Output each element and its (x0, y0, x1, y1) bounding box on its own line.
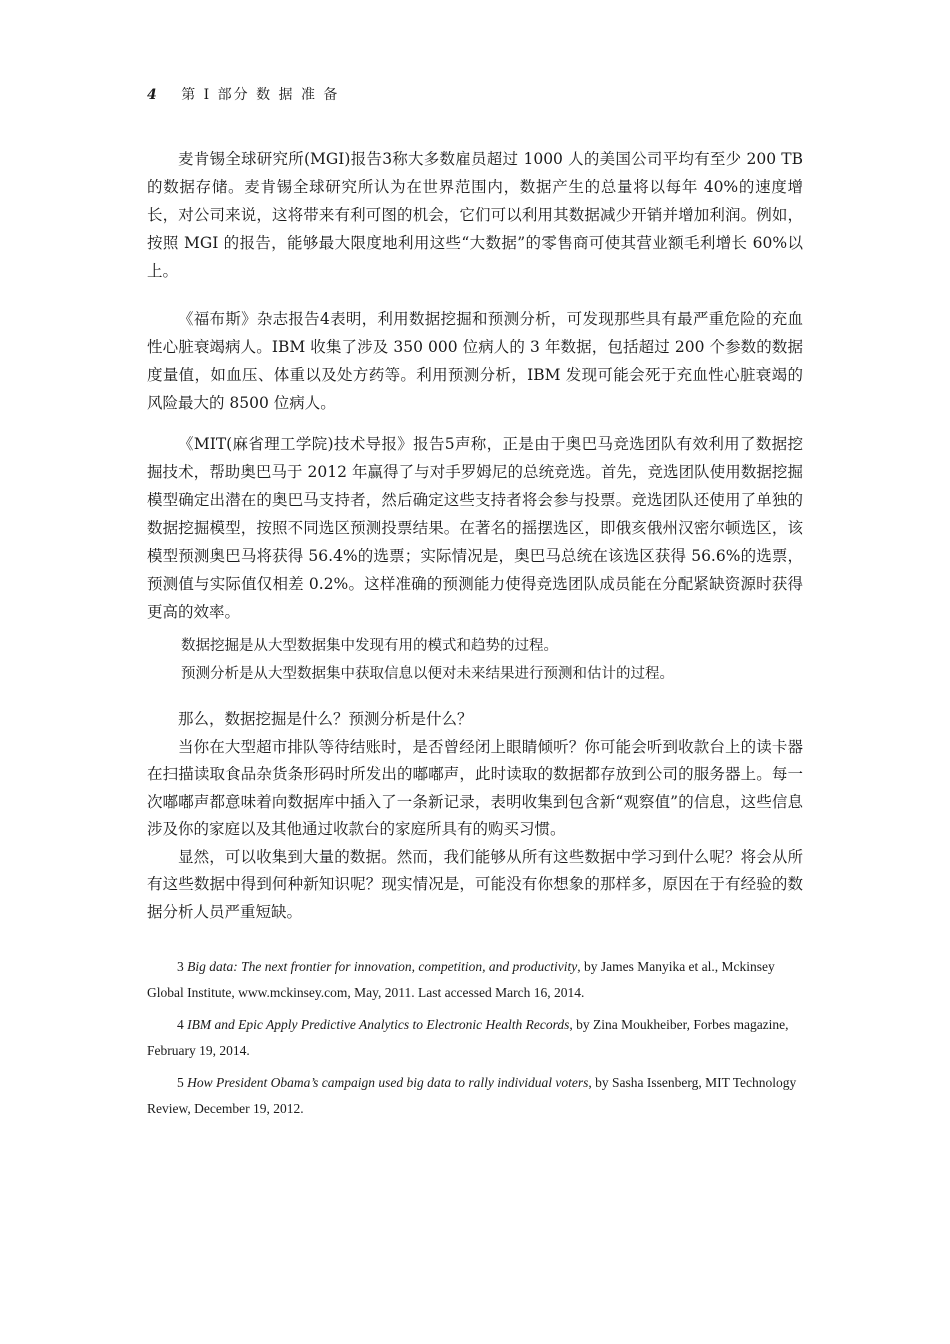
definition-data-mining: 数据挖掘是从大型数据集中发现有用的模式和趋势的过程。 (181, 638, 558, 654)
paragraph-forbes: 《福布斯》杂志报告4表明，利用数据挖掘和预测分析，可发现那些具有最严重危险的充血性心脏衰竭病人。IBM 收集了涉及 350 000 位病人的 3 年数据，包括超过 200 个参数的数据度量值，如血压、体重以及处方药等。利用预测分析，IBM 发现可能会死于充血性心脏衰竭的风险最大的 8500 位病人。 (147, 310, 803, 412)
paragraph-shortage: 显然，可以收集到大量的数据。然而，我们能够从所有这些数据中学习到什么呢？将会从所有这些数据中得到何种新知识呢？现实情况是，可能没有你想象的那样多，原因在于有经验的数据分析人员严重短缺。 (147, 847, 803, 921)
footnote-3 (147, 954, 807, 1006)
footnote-4 (147, 1012, 807, 1064)
body-section-4 (147, 706, 803, 926)
body-section-3 (147, 430, 803, 626)
page-number: 4 (147, 87, 157, 103)
footnote-title: Big data: The next frontier for innovation, competition, and productivity (187, 959, 578, 974)
footnotes (147, 954, 807, 1128)
paragraph-mgi: 麦肯锡全球研究所(MGI)报告3称大多数雇员超过 1000 人的美国公司平均有至少 200 TB 的数据存储。麦肯锡全球研究所认为在世界范围内，数据产生的总量将以每年 40%的速度增长，对公司来说，这将带来有利可图的机会，它们可以利用其数据减少开销并增加利润。例如，按照 MGI 的报告，能够最大限度地利用这些“大数据”的零售商可使其营业额毛利增长 60%以上。 (147, 150, 803, 280)
footnote-5 (147, 1070, 807, 1122)
paragraph-question: 那么，数据挖掘是什么？预测分析是什么？ (178, 710, 473, 728)
body-section-2 (147, 305, 803, 417)
footnote-number: 5 (177, 1075, 184, 1090)
section-title: 第 I 部分 数 据 准 备 (181, 87, 340, 103)
footnote-citation: , by Sasha Issenberg, MIT Technology Review, December 19, 2012. (147, 1075, 797, 1116)
footnote-title: IBM and Epic Apply Predictive Analytics to Electronic Health Records (187, 1017, 570, 1032)
definitions-block (181, 632, 821, 688)
definition-predictive-analytics: 预测分析是从大型数据集中获取信息以便对未来结果进行预测和估计的过程。 (181, 666, 674, 682)
footnote-citation: , by Zina Moukheiber, Forbes magazine, February 19, 2014. (147, 1017, 789, 1058)
paragraph-mit: 《MIT(麻省理工学院)技术导报》报告5声称，正是由于奥巴马竞选团队有效利用了数据挖掘技术，帮助奥巴马于 2012 年赢得了与对手罗姆尼的总统竞选。首先，竞选团队使用数据挖掘模型确定出潜在的奥巴马支持者，然后确定这些支持者将会参与投票。竞选团队还使用了单独的数据挖掘模型，按照不同选区预测投票结果。在著名的摇摆选区，即俄亥俄州汉密尔顿选区，该模型预测奥巴马将获得 56.4%的选票；实际情况是，奥巴马总统在该选区获得 56.6%的选票，预测值与实际值仅相差 0.2%。这样准确的预测能力使得竞选团队成员能在分配紧缺资源时获得更高的效率。 (147, 435, 803, 621)
body-section-1 (147, 145, 803, 285)
footnote-number: 3 (177, 959, 184, 974)
footnote-number: 4 (177, 1017, 184, 1032)
paragraph-supermarket: 当你在大型超市排队等待结账时，是否曾经闭上眼睛倾听？你可能会听到收款台上的读卡器在扫描读取食品杂货条形码时所发出的嘟嘟声，此时读取的数据都存放到公司的服务器上。每一次嘟嘟声都意味着向数据库中插入了一条新记录，表明收集到包含新“观察值”的信息，这些信息涉及你的家庭以及其他通过收款台的家庭所具有的购买习惯。 (147, 737, 803, 838)
footnote-title: How President Obama’s campaign used big data to rally individual voters (187, 1075, 589, 1090)
page-header (147, 84, 339, 104)
footnote-citation: , by James Manyika et al., Mckinsey Global Institute, www.mckinsey.com, May, 2011. Last accessed March 16, 2014. (147, 959, 775, 1000)
